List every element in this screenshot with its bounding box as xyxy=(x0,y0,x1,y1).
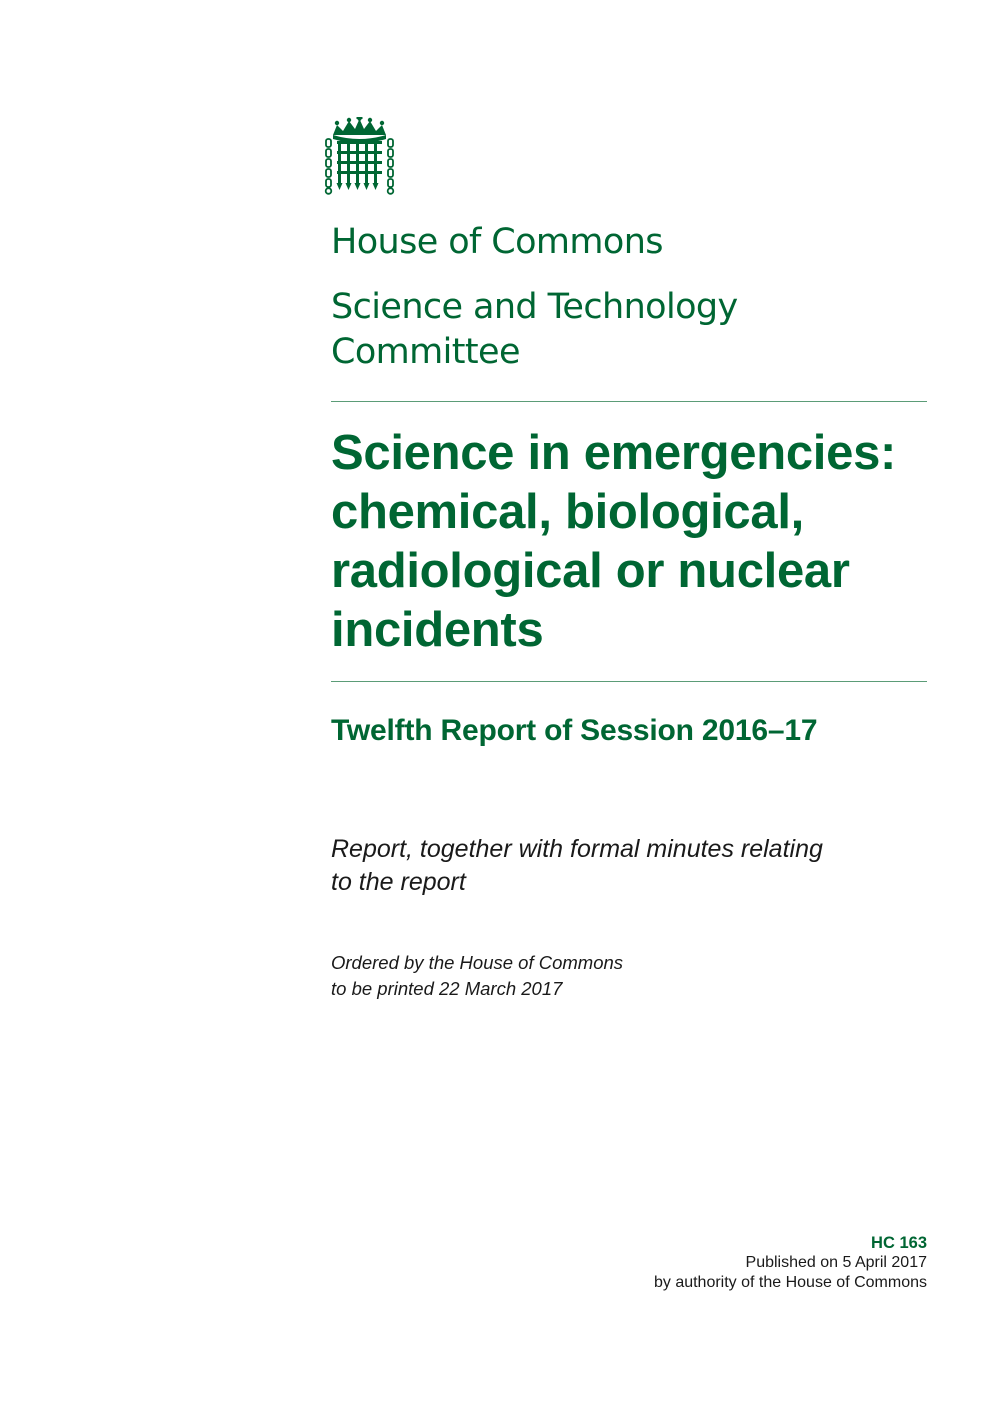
printing-order xyxy=(331,950,731,1002)
imprint-block xyxy=(654,1233,927,1293)
portcullis-crown-icon xyxy=(323,117,396,195)
publication-date: Published on 5 April 2017 xyxy=(745,1254,927,1271)
report-title-line-1: Science in emergencies: xyxy=(331,426,897,480)
printing-order-line-2: to be printed 22 March 2017 xyxy=(331,978,563,999)
paper-number: HC 163 xyxy=(871,1234,927,1252)
report-title-line-2: chemical, biological, xyxy=(331,485,804,539)
publication-authority: by authority of the House of Commons xyxy=(653,1274,927,1291)
report-title-line-3: radiological or nuclear xyxy=(331,544,850,598)
organisation-name: House of Commons xyxy=(331,222,663,262)
committee-name xyxy=(331,285,931,375)
divider-top xyxy=(331,401,927,402)
report-subtitle-line-1: Report, together with formal minutes relating xyxy=(331,835,823,863)
report-subtitle-line-2: to the report xyxy=(331,868,466,896)
printing-order-line-1: Ordered by the House of Commons xyxy=(331,952,624,973)
divider-bottom xyxy=(331,681,927,682)
report-subtitle xyxy=(331,833,921,899)
session-label: Twelfth Report of Session 2016–17 xyxy=(331,714,818,747)
report-title-line-4: incidents xyxy=(331,603,544,657)
report-title xyxy=(331,424,931,660)
committee-name-line-1: Science and Technology xyxy=(331,287,738,327)
committee-name-line-2: Committee xyxy=(331,332,520,372)
